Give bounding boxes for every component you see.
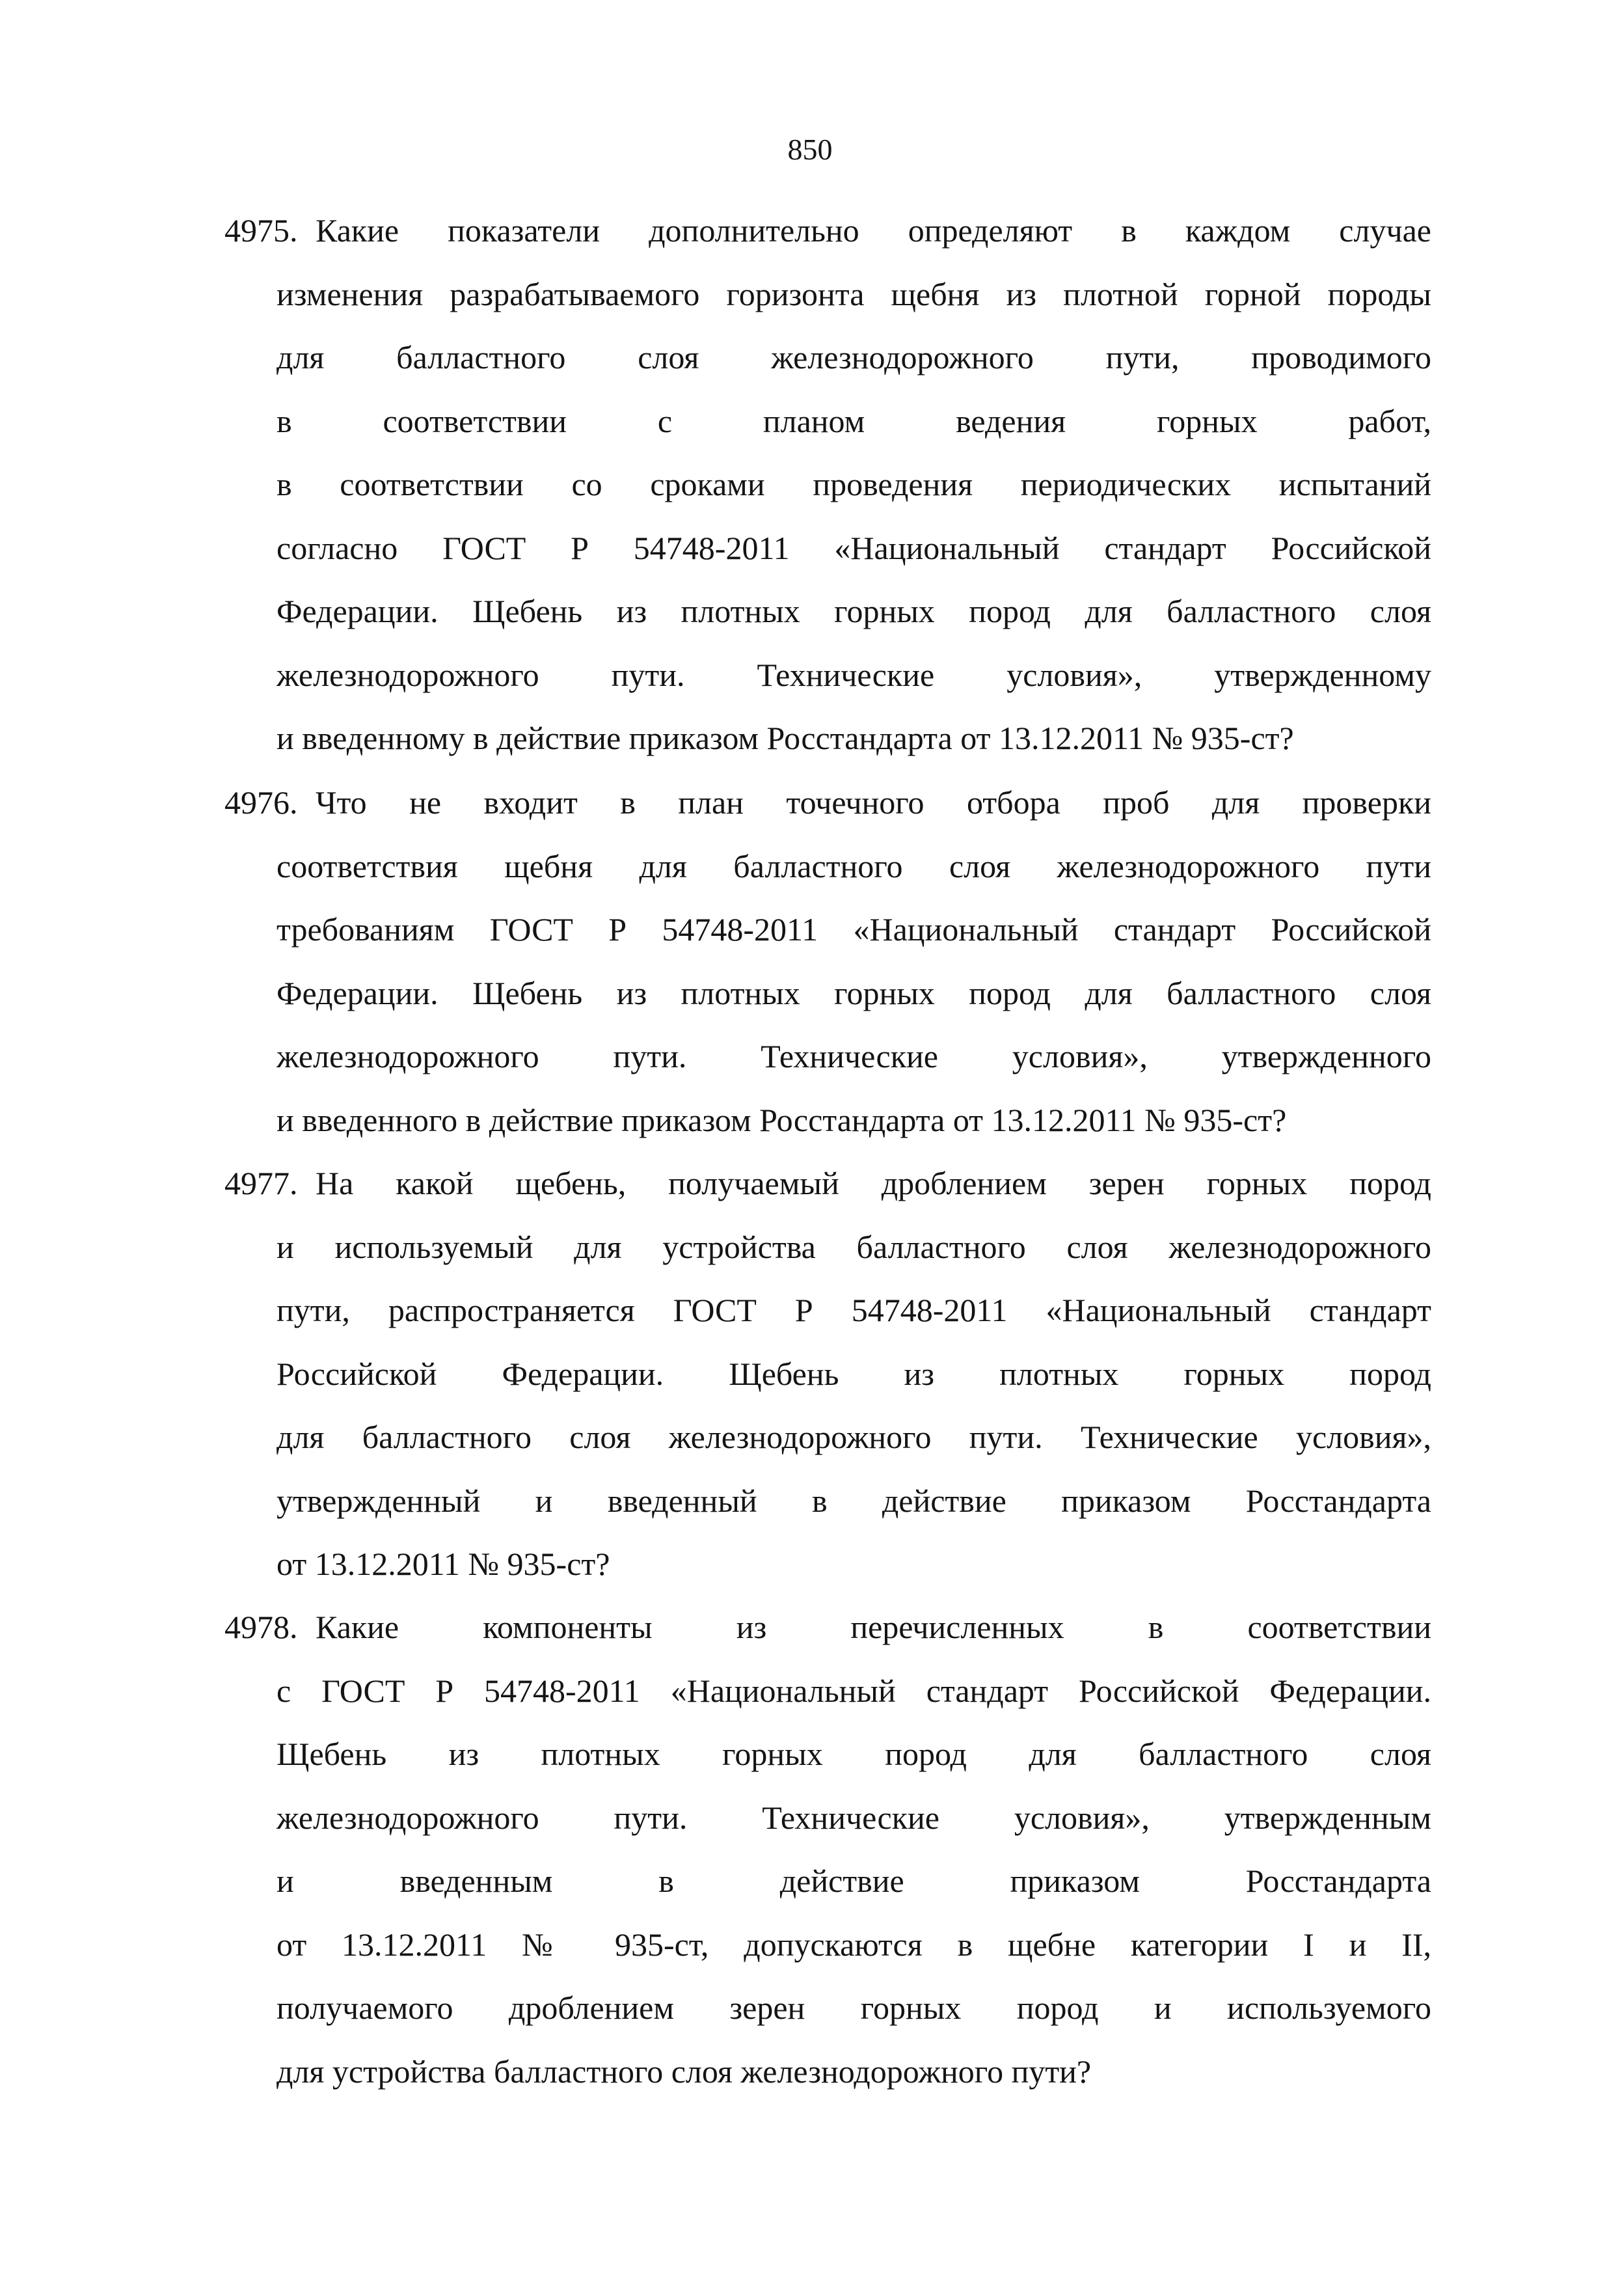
question-text-line: Российской Федерации. Щебень из плотных горных пород (277, 1355, 1431, 1392)
question-4977 (224, 1152, 1431, 1596)
question-number: 4975. (224, 212, 298, 249)
question-text-line: и используемый для устройства балластного слоя железнодорожного (277, 1228, 1431, 1265)
question-4975 (224, 199, 1431, 771)
question-4978 (224, 1596, 1431, 2103)
question-text-line: от 13.12.2011 № 935-ст, допускаются в щебне категории I и II, (277, 1926, 1431, 1963)
question-text-line: На какой щебень, получаемый дроблением зерен горных пород (316, 1165, 1431, 1201)
question-text-line: и введенным в действие приказом Росстандарта (277, 1863, 1431, 1899)
question-text-line: согласно ГОСТ Р 54748-2011 «Национальный стандарт Российской (277, 529, 1431, 566)
question-text-line: Щебень из плотных горных пород для балластного слоя (277, 1736, 1431, 1772)
question-text-line: утвержденный и введенный в действие приказом Росстандарта (277, 1482, 1431, 1519)
question-text-line: соответствия щебня для балластного слоя железнодорожного пути (277, 847, 1431, 884)
question-text-line: железнодорожного пути. Технические условия», утвержденному (277, 656, 1431, 693)
question-number: 4977. (224, 1165, 298, 1201)
question-text-line: Федерации. Щебень из плотных горных пород для балластного слоя (277, 974, 1431, 1011)
question-text-line: в соответствии с планом ведения горных работ, (277, 402, 1431, 439)
question-text-line: требованиям ГОСТ Р 54748-2011 «Национальный стандарт Российской (277, 911, 1431, 948)
question-text-line: для балластного слоя железнодорожного пути, проводимого (277, 339, 1431, 376)
question-text-line: изменения разрабатываемого горизонта щебня из плотной горной породы (277, 275, 1431, 312)
question-text-line: и введенному в действие приказом Росстандарта от 13.12.2011 № 935-ст? (277, 720, 1294, 756)
question-number: 4976. (224, 784, 298, 821)
question-text-line: и введенного в действие приказом Росстандарта от 13.12.2011 № 935-ст? (277, 1101, 1287, 1138)
question-text-line: в соответствии со сроками проведения периодических испытаний (277, 466, 1431, 502)
question-text-line: Что не входит в план точечного отбора проб для проверки (316, 784, 1431, 821)
question-text-line: Федерации. Щебень из плотных горных пород для балластного слоя (277, 593, 1431, 629)
question-text-line: железнодорожного пути. Технические условия», утвержденным (277, 1799, 1431, 1836)
question-text-line: для устройства балластного слоя железнодорожного пути? (277, 2053, 1092, 2090)
question-text-line: пути, распространяется ГОСТ Р 54748-2011 «Национальный стандарт (277, 1292, 1431, 1328)
question-text-line: для балластного слоя железнодорожного пути. Технические условия», (277, 1419, 1431, 1455)
question-text-line: с ГОСТ Р 54748-2011 «Национальный стандарт Российской Федерации. (277, 1672, 1431, 1709)
question-4976 (224, 771, 1431, 1152)
question-text-line: от 13.12.2011 № 935-ст? (277, 1546, 610, 1582)
page-number: 850 (787, 133, 833, 166)
question-text-line: Какие показатели дополнительно определяют в каждом случае (316, 212, 1431, 249)
question-text-line: получаемого дроблением зерен горных пород и используемого (277, 1989, 1431, 2026)
question-text-line: железнодорожного пути. Технические условия», утвержденного (277, 1038, 1431, 1074)
question-number: 4978. (224, 1609, 298, 1645)
question-text-line: Какие компоненты из перечисленных в соответствии (316, 1609, 1431, 1645)
